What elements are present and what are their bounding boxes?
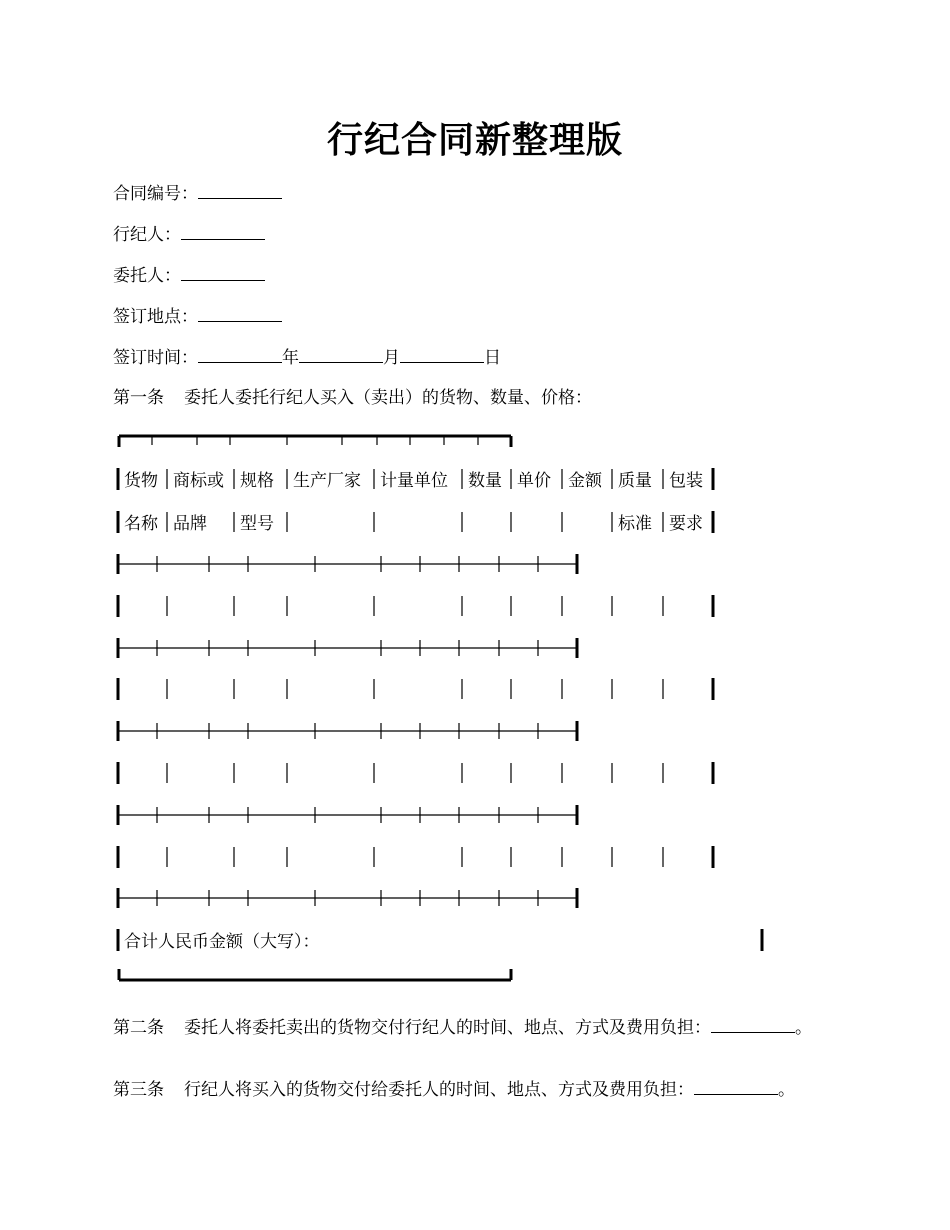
article-2-blank-cont <box>787 1015 795 1033</box>
year-label: 年 <box>282 348 299 368</box>
header-cell: 包装 <box>669 471 703 491</box>
document-title: 行纪合同新整理版 <box>326 119 623 161</box>
table-header-row-2 <box>124 514 703 534</box>
signing-place-label: 签订地点： <box>113 307 198 327</box>
header-cell: 型号 <box>240 514 274 534</box>
month-label: 月 <box>383 348 400 368</box>
day-label: 日 <box>484 348 501 368</box>
table-header-row-1 <box>124 471 703 491</box>
header-cell: 计量单位 <box>380 471 448 491</box>
agent-label: 行纪人： <box>113 225 181 245</box>
article-2-number: 第二条 <box>113 1018 164 1038</box>
total-amount-label: 合计人民币金额（大写）： <box>124 932 320 952</box>
header-cell: 货物 <box>124 471 158 491</box>
header-cell: 标准 <box>618 514 652 534</box>
header-cell: 要求 <box>669 514 703 534</box>
signing-time-label: 签订时间： <box>113 348 198 368</box>
header-cell: 品牌 <box>173 514 207 534</box>
header-cell: 单价 <box>517 471 551 491</box>
article-1-text: 委托人委托行纪人买入（卖出）的货物、数量、价格： <box>184 388 592 408</box>
article-1-number: 第一条 <box>113 388 164 408</box>
article-3-end: 。 <box>778 1080 795 1100</box>
header-cell: 金额 <box>568 471 602 491</box>
article-3-number: 第三条 <box>113 1080 164 1100</box>
article-2-text: 委托人将委托卖出的货物交付行纪人的时间、地点、方式及费用负担： <box>184 1018 711 1038</box>
header-cell: 商标或 <box>173 471 224 491</box>
article-2-end: 。 <box>795 1018 812 1038</box>
header-cell: 数量 <box>468 471 502 491</box>
header-cell: 规格 <box>240 471 274 491</box>
article-3-text: 行纪人将买入的货物交付给委托人的时间、地点、方式及费用负担： <box>184 1080 694 1100</box>
article-2-blank <box>711 1015 787 1033</box>
principal-label: 委托人： <box>113 266 181 286</box>
article-3-blank <box>694 1077 778 1095</box>
article-2 <box>113 1014 841 1042</box>
contract-number-label: 合同编号： <box>113 184 198 204</box>
header-cell: 质量 <box>618 471 652 491</box>
article-3 <box>113 1077 795 1102</box>
header-cell: 生产厂家 <box>293 471 361 491</box>
header-cell: 名称 <box>124 514 158 534</box>
